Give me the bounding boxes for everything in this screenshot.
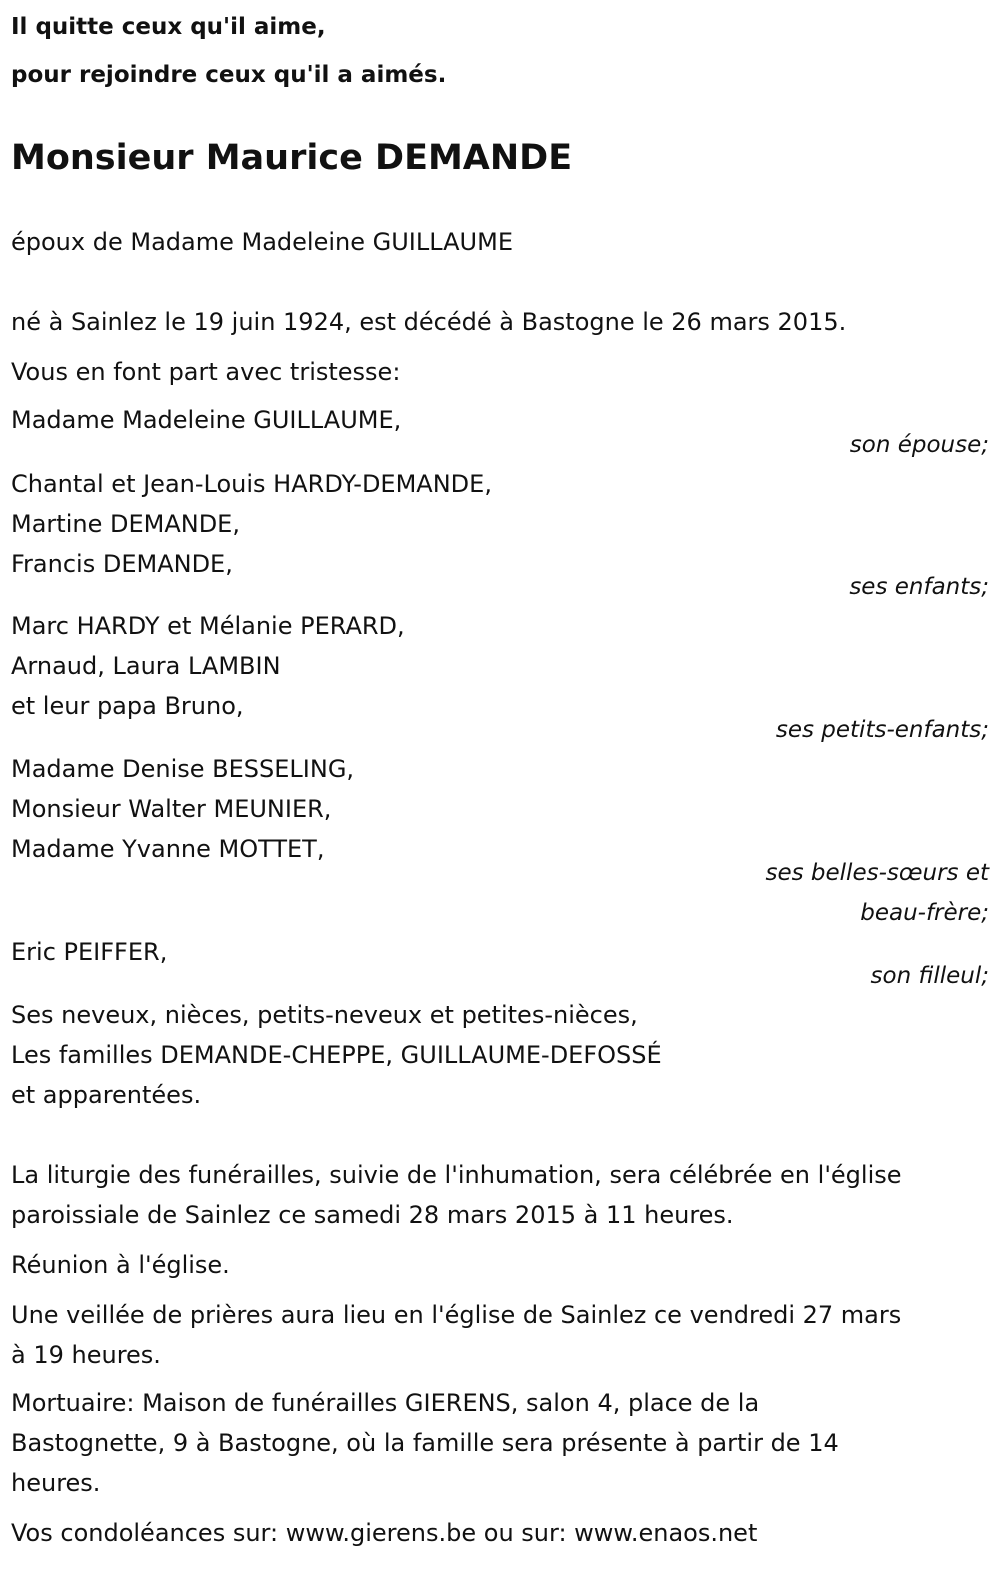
family-role: beau-frère; [860, 900, 989, 926]
funeral-line: paroissiale de Sainlez ce samedi 28 mars 2015 à 11 heures. [11, 1201, 734, 1229]
others-line: Les familles DEMANDE-CHEPPE, GUILLAUME-DEFOSSÉ [11, 1041, 662, 1069]
family-role: son filleul; [870, 963, 989, 989]
family-name: Chantal et Jean-Louis HARDY-DEMANDE, [11, 470, 492, 498]
funeral-line: La liturgie des funérailles, suivie de l'inhumation, sera célébrée en l'église [11, 1161, 902, 1189]
family-name: Arnaud, Laura LAMBIN [11, 652, 281, 680]
family-name: et leur papa Bruno, [11, 692, 244, 720]
meeting-line: Réunion à l'église. [11, 1251, 230, 1279]
family-name: Francis DEMANDE, [11, 550, 233, 578]
family-name: Madame Yvanne MOTTET, [11, 835, 325, 863]
family-role: ses petits-enfants; [775, 717, 989, 743]
family-name: Monsieur Walter MEUNIER, [11, 795, 332, 823]
intro-line: Vous en font part avec tristesse: [11, 358, 401, 386]
others-line: et apparentées. [11, 1081, 202, 1109]
mortuary-line: Mortuaire: Maison de funérailles GIERENS, salon 4, place de la [11, 1389, 760, 1417]
family-role: son épouse; [849, 432, 989, 458]
family-role: ses belles-sœurs et [765, 860, 989, 886]
others-line: Ses neveux, nièces, petits-neveux et petites-nièces, [11, 1001, 638, 1029]
mortuary-line: Bastognette, 9 à Bastogne, où la famille sera présente à partir de 14 [11, 1429, 839, 1457]
family-name: Eric PEIFFER, [11, 938, 168, 966]
family-name: Madame Madeleine GUILLAUME, [11, 406, 402, 434]
mortuary-line: heures. [11, 1469, 101, 1497]
epigraph-line-2: pour rejoindre ceux qu'il a aimés. [11, 62, 447, 88]
spouse-line: époux de Madame Madeleine GUILLAUME [11, 228, 513, 256]
birth-death-line: né à Sainlez le 19 juin 1924, est décédé à Bastogne le 26 mars 2015. [11, 308, 847, 336]
vigil-line: à 19 heures. [11, 1341, 161, 1369]
deceased-name: Monsieur Maurice DEMANDE [11, 138, 573, 178]
family-name: Martine DEMANDE, [11, 510, 240, 538]
family-name: Madame Denise BESSELING, [11, 755, 355, 783]
condolences-line: Vos condoléances sur: www.gierens.be ou sur: www.enaos.net [11, 1519, 758, 1547]
vigil-line: Une veillée de prières aura lieu en l'église de Sainlez ce vendredi 27 mars [11, 1301, 902, 1329]
family-role: ses enfants; [849, 574, 989, 600]
epigraph-line-1: Il quitte ceux qu'il aime, [11, 14, 326, 40]
family-name: Marc HARDY et Mélanie PERARD, [11, 612, 405, 640]
